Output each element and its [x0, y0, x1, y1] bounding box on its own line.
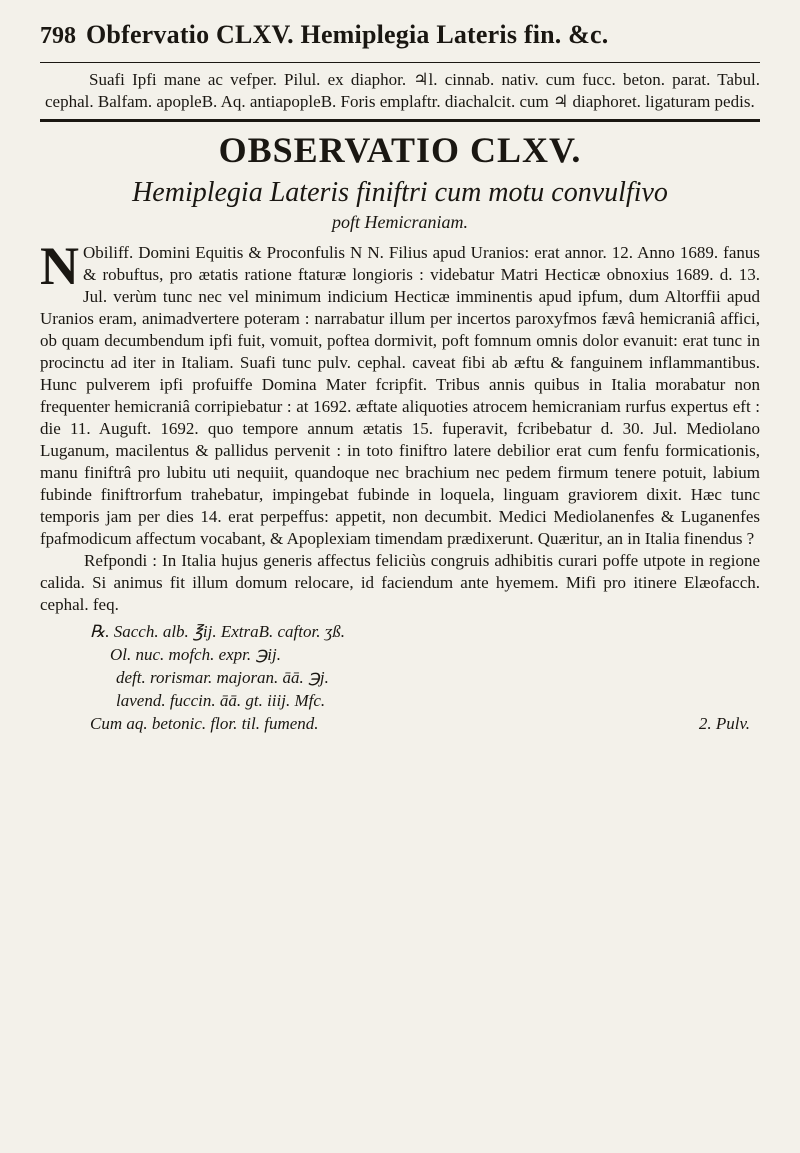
- running-title: Obfervatio CLXV. Hemiplegia Lateris fin. &c.: [86, 20, 609, 49]
- prescription: [40, 620, 760, 735]
- observation-title: OBSERVATIO CLXV.: [218, 130, 582, 170]
- response-paragraph: Refpondi : In Italia hujus generis affectus feliciùs congruis adhibitis curari poffe utpote in regione calida. Si animus fit illum domum relocare, id faciendum ante hyemem. Mifi pro itinere Elæofacch. cephal. feq.: [40, 551, 760, 614]
- case-subtitle: poft Hemicraniam.: [332, 212, 468, 232]
- observation-body: [40, 236, 760, 616]
- previous-paragraph: Suafi Ipfi mane ac vefper. Pilul. ex diaphor. ♃l. cinnab. nativ. cum fucc. beton. parat. Tabul. cephal. Balfam. apopleB. Aq. antiapopleB. Foris emplaftr. diachalcit. cum ♃ diaphoret. ligaturam pedis.: [45, 70, 760, 111]
- drop-capital: N: [40, 236, 79, 296]
- section-divider: [40, 119, 760, 122]
- header-rule: [40, 62, 760, 63]
- prescription-line: ℞. Sacch. alb. ℥ij. ExtraB. caftor. ʒß.: [90, 622, 345, 641]
- prescription-line: Ol. nuc. mofch. expr. ℈ij.: [110, 645, 281, 664]
- case-title: Hemiplegia Lateris finiftri cum motu convulfivo: [132, 177, 668, 208]
- prescription-line: lavend. fuccin. āā. gt. iiij. Mfc.: [116, 691, 326, 710]
- book-page: [40, 20, 760, 735]
- running-head: [40, 20, 760, 60]
- case-history-text: Obiliff. Domini Equitis & Proconfulis N N. Filius apud Uranios: erat annor. 12. Anno 1689. fanus & robuftus, pro ætatis ratione ftaturæ longioris : videbatur Matri Hecticæ obnoxius 1689. d. 13. Jul. verùm tunc nec vel minimum indicium Hecticæ imminentis apud ipfum, dum Altorffii apud Uranios eram, animadvertere poteram : narrabatur illum per incertos paroxyfmos fævâ hemicraniâ affici, ob quam decumbendum ipfi fuit, vomuit, poftea dormivit, poft fomnum omnis dolor evanuit: erat tunc in procinctu ad iter in Italiam. Suafi tunc pulv. cephal. caveat fibi ab æftu & fanguinem inflammantibus. Hunc pulverem ipfi profuiffe Domina Mater fcripfit. Tribus annis quibus in Italia morabatur non frequenter hemicraniâ corripiebatur : at 1692. æftate aliquoties atrocem hemicraniam rurfus expertus eft : die 11. Auguft. 1692. quo tempore annum ætatis 15. fuperavit, fcribebatur d. 30. Jul. Mediolano Luganum, macilentus & pallidus pervenit : in toto finiftro latere debilior erat cum fenfu formicationis, manu finiftrâ pro lubitu uti nequiit, quandoque nec brachium nec pedem firmum tenere potuit, labium fubinde finiftrorfum trahebatur, impingebat fubinde in loquela, linguam graviorem dixit. Hæc tunc temporis jam per dies 14. erat perpeffus: appetit, non decumbit. Medici Mediolanenfes & Luganenfes fpafmodicum affectum vocabant, & Apoplexiam timendam prædixerunt. Quæritur, an in Italia finendus ?: [40, 243, 760, 548]
- page-number: 798: [40, 23, 76, 49]
- prescription-line: deft. rorismar. majoran. āā. ℈j.: [116, 668, 329, 687]
- catchword: 2. Pulv.: [698, 714, 750, 733]
- previous-observation-text: [40, 69, 760, 113]
- prescription-final-line: [40, 712, 760, 735]
- prescription-instruction: Cum aq. betonic. flor. til. fumend.: [90, 714, 319, 733]
- case-history-paragraph: [40, 236, 760, 550]
